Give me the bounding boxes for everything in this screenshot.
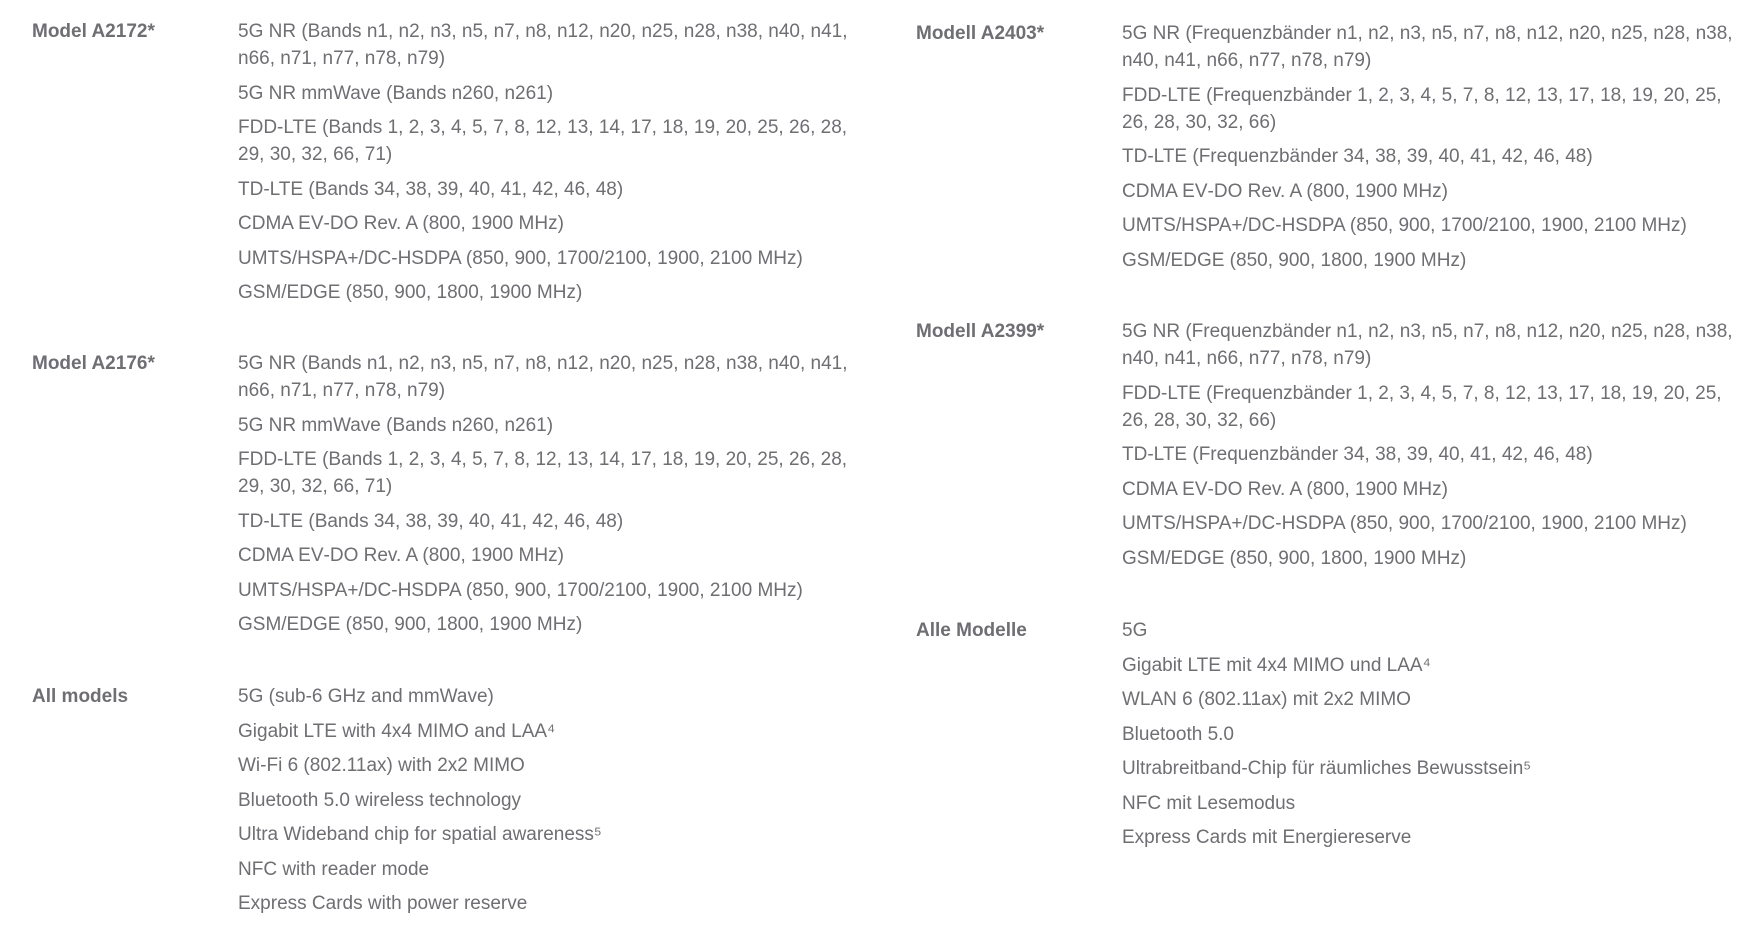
group-label: Modell A2403* bbox=[916, 23, 1045, 44]
spec-item: GSM/EDGE (850, 900, 1800, 1900 MHz) bbox=[238, 614, 583, 635]
spec-list bbox=[238, 18, 848, 314]
spec-item: CDMA EV‑DO Rev. A (800, 1900 MHz) bbox=[238, 213, 564, 234]
spec-list bbox=[238, 683, 848, 925]
spec-item: UMTS/HSPA+/DC‑HSDPA (850, 900, 1700/2100, 1900, 2100 MHz) bbox=[1122, 215, 1687, 236]
spec-item: CDMA EV‑DO Rev. A (800, 1900 MHz) bbox=[1122, 478, 1448, 500]
spec-list bbox=[238, 350, 848, 646]
spec-item: Express Cards mit Energiereserve bbox=[1122, 827, 1412, 848]
spec-item: NFC mit Lesemodus bbox=[1122, 792, 1296, 814]
spec-item: TD‑LTE (Bands 34, 38, 39, 40, 41, 42, 46, 48) bbox=[238, 178, 624, 200]
spec-item: TD‑LTE (Frequenzbänder 34, 38, 39, 40, 41, 42, 46, 48) bbox=[1122, 444, 1593, 465]
spec-item: UMTS/HSPA+/DC‑HSDPA (850, 900, 1700/2100, 1900, 2100 MHz) bbox=[1122, 513, 1687, 534]
spec-list bbox=[1122, 20, 1752, 281]
spec-item: 5G (sub‑6 GHz and mmWave) bbox=[238, 686, 494, 707]
spec-item: Gigabit LTE mit 4x4 MIMO und LAA⁴ bbox=[1122, 654, 1431, 676]
spec-item: CDMA EV‑DO Rev. A (800, 1900 MHz) bbox=[238, 545, 564, 566]
spec-item: 5G bbox=[1122, 620, 1148, 641]
spec-item: GSM/EDGE (850, 900, 1800, 1900 MHz) bbox=[1122, 249, 1467, 271]
spec-item: GSM/EDGE (850, 900, 1800, 1900 MHz) bbox=[1122, 547, 1467, 569]
spec-item: UMTS/HSPA+/DC‑HSDPA (850, 900, 1700/2100, 1900, 2100 MHz) bbox=[238, 247, 803, 269]
spec-item: 5G NR (Frequenzbänder n1, n2, n3, n5, n7, n8, n12, n20, n25, n28, n38, n40, n41, n66, n77, n78, n79) bbox=[1122, 321, 1733, 369]
group-label: Modell A2399* bbox=[916, 321, 1045, 342]
spec-item: FDD‑LTE (Frequenzbänder 1, 2, 3, 4, 5, 7, 8, 12, 13, 17, 18, 19, 20, 25, 26, 28, 30, 32, 66) bbox=[1122, 84, 1722, 133]
spec-list bbox=[1122, 318, 1752, 579]
spec-item: 5G NR (Frequenzbänder n1, n2, n3, n5, n7, n8, n12, n20, n25, n28, n38, n40, n41, n66, n77, n78, n79) bbox=[1122, 23, 1733, 71]
group-label: All models bbox=[32, 686, 129, 707]
group-label: Alle Modelle bbox=[916, 620, 1027, 641]
spec-item: Ultra Wideband chip for spatial awareness⁵ bbox=[238, 824, 602, 845]
group-label: Model A2176* bbox=[32, 353, 155, 374]
spec-item: CDMA EV‑DO Rev. A (800, 1900 MHz) bbox=[1122, 180, 1448, 202]
spec-item: Wi‑Fi 6 (802.11ax) with 2x2 MIMO bbox=[238, 755, 525, 776]
spec-item: WLAN 6 (802.11ax) mit 2x2 MIMO bbox=[1122, 689, 1411, 710]
spec-item: 5G NR mmWave (Bands n260, n261) bbox=[238, 414, 554, 436]
spec-item: FDD‑LTE (Bands 1, 2, 3, 4, 5, 7, 8, 12, 13, 14, 17, 18, 19, 20, 25, 26, 28, 29, 30, 32, 66, 71) bbox=[238, 117, 848, 165]
spec-item: Express Cards with power reserve bbox=[238, 893, 528, 914]
spec-item: Bluetooth 5.0 wireless technology bbox=[238, 789, 522, 811]
spec-item: TD‑LTE (Frequenzbänder 34, 38, 39, 40, 41, 42, 46, 48) bbox=[1122, 146, 1593, 167]
spec-item: FDD‑LTE (Frequenzbänder 1, 2, 3, 4, 5, 7, 8, 12, 13, 17, 18, 19, 20, 25, 26, 28, 30, 32, 66) bbox=[1122, 382, 1722, 431]
spec-item: Bluetooth 5.0 bbox=[1122, 723, 1234, 745]
spec-item: FDD‑LTE (Bands 1, 2, 3, 4, 5, 7, 8, 12, 13, 14, 17, 18, 19, 20, 25, 26, 28, 29, 30, 32, 66, 71) bbox=[238, 449, 848, 497]
spec-item: TD‑LTE (Bands 34, 38, 39, 40, 41, 42, 46, 48) bbox=[238, 510, 624, 532]
spec-item: 5G NR mmWave (Bands n260, n261) bbox=[238, 82, 554, 104]
group-label: Model A2172* bbox=[32, 21, 155, 42]
spec-item: Gigabit LTE with 4x4 MIMO and LAA⁴ bbox=[238, 720, 556, 742]
spec-item: 5G NR (Bands n1, n2, n3, n5, n7, n8, n12, n20, n25, n28, n38, n40, n41, n66, n71, n77, n78, n79) bbox=[238, 353, 848, 401]
spec-list bbox=[1122, 617, 1752, 859]
spec-item: GSM/EDGE (850, 900, 1800, 1900 MHz) bbox=[238, 282, 583, 303]
spec-item: NFC with reader mode bbox=[238, 858, 430, 880]
spec-item: UMTS/HSPA+/DC‑HSDPA (850, 900, 1700/2100, 1900, 2100 MHz) bbox=[238, 579, 803, 601]
spec-item: Ultrabreitband‑Chip für räumliches Bewusstsein⁵ bbox=[1122, 758, 1532, 779]
spec-item: 5G NR (Bands n1, n2, n3, n5, n7, n8, n12, n20, n25, n28, n38, n40, n41, n66, n71, n77, n78, n79) bbox=[238, 21, 848, 69]
